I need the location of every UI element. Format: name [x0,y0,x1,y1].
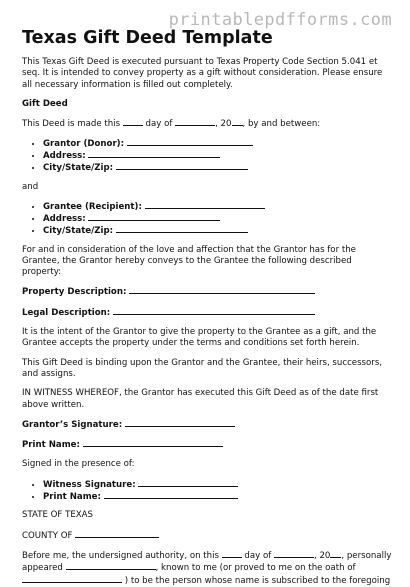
grantee-list [22,201,392,236]
gift-deed-heading: Gift Deed [22,98,68,109]
made-this-suffix: , by and between: [242,119,321,130]
deed-date-line [22,118,392,130]
and-text: and [22,181,39,192]
intro-paragraph: This Texas Gift Deed is executed pursuant to Texas Property Code Section 5.041 et seq. It is intended to convey property as a gift without consideration. Please ensure all necessary information is filled out completely. [22,57,383,90]
witness-print-name-item: • Print Name: [43,491,392,503]
notary-year-blank[interactable] [330,550,341,558]
witness-signature-blank[interactable] [138,479,238,487]
day-blank[interactable] [123,118,143,126]
intent-paragraph: It is the intent of the Grantor to give the property to the Grantee as a gift, and the Grantee accepts the property under the terms and conditions set forth herein. [22,327,377,349]
binding-paragraph: This Gift Deed is binding upon the Grantor and the Grantee, their heirs, successors, and assigns. [22,357,383,379]
grantor-list [22,138,392,173]
grantee-address-blank[interactable] [88,213,220,221]
property-description-blank[interactable] [129,286,315,294]
grantor-address-blank[interactable] [88,150,220,158]
print-name-line: Print Name: [22,439,392,451]
witness-signature-item: • Witness Signature: [43,479,392,491]
document-title: Texas Gift Deed Template [22,28,273,48]
grantor-signature-blank[interactable] [125,419,235,427]
month-blank[interactable] [175,118,215,126]
legal-description-blank[interactable] [113,307,315,315]
day-of-text: day of [145,119,173,130]
notary-paragraph: Before me, the undersigned authority, on this day of , 20 , personally appeared , known to me (or proved to me on the oath of ) to be the person whose name is subscribed to the foregoing [22,550,392,586]
grantor-name-item: • Grantor (Donor): [43,138,392,150]
grantee-name-blank[interactable] [145,201,265,209]
property-description-line: Property Description: [22,286,392,298]
grantor-address-item: • Address: [43,150,392,162]
county-blank[interactable] [75,530,159,538]
document-page [22,28,392,587]
grantor-signature-line: Grantor’s Signature: [22,419,392,431]
grantee-city-blank[interactable] [116,225,248,233]
grantor-city-item: • City/State/Zip: [43,162,392,174]
grantee-address-item: • Address: [43,213,392,225]
signed-presence-text: Signed in the presence of: [22,459,135,470]
appeared-name-blank[interactable] [66,562,156,570]
watermark: printablepdfforms.com [168,10,392,30]
year-prefix: , 20 [215,119,232,130]
made-this-prefix: This Deed is made this [22,119,121,130]
witness-list [22,479,392,503]
grantee-name-item: • Grantee (Recipient): [43,201,392,213]
year-blank[interactable] [232,118,243,126]
print-name-blank[interactable] [83,439,223,447]
witness-whereof-paragraph: IN WITNESS WHEREOF, the Grantor has executed this Gift Deed as of the date first above written. [22,388,379,410]
witness-print-name-blank[interactable] [104,491,238,499]
notary-month-blank[interactable] [274,550,314,558]
legal-description-line: Legal Description: [22,307,392,319]
notary-day-blank[interactable] [222,550,242,558]
grantor-name-blank[interactable] [127,138,253,146]
consideration-paragraph: For and in consideration of the love and affection that the Grantor has for the Grantee, the Grantor hereby conveys to the Grantee the following described property: [22,244,356,278]
grantee-city-item: • City/State/Zip: [43,225,392,237]
county-of-line: COUNTY OF [22,530,392,542]
grantor-city-blank[interactable] [116,162,248,170]
oath-name-blank[interactable] [22,575,122,583]
state-of-texas: STATE OF TEXAS [22,510,93,521]
